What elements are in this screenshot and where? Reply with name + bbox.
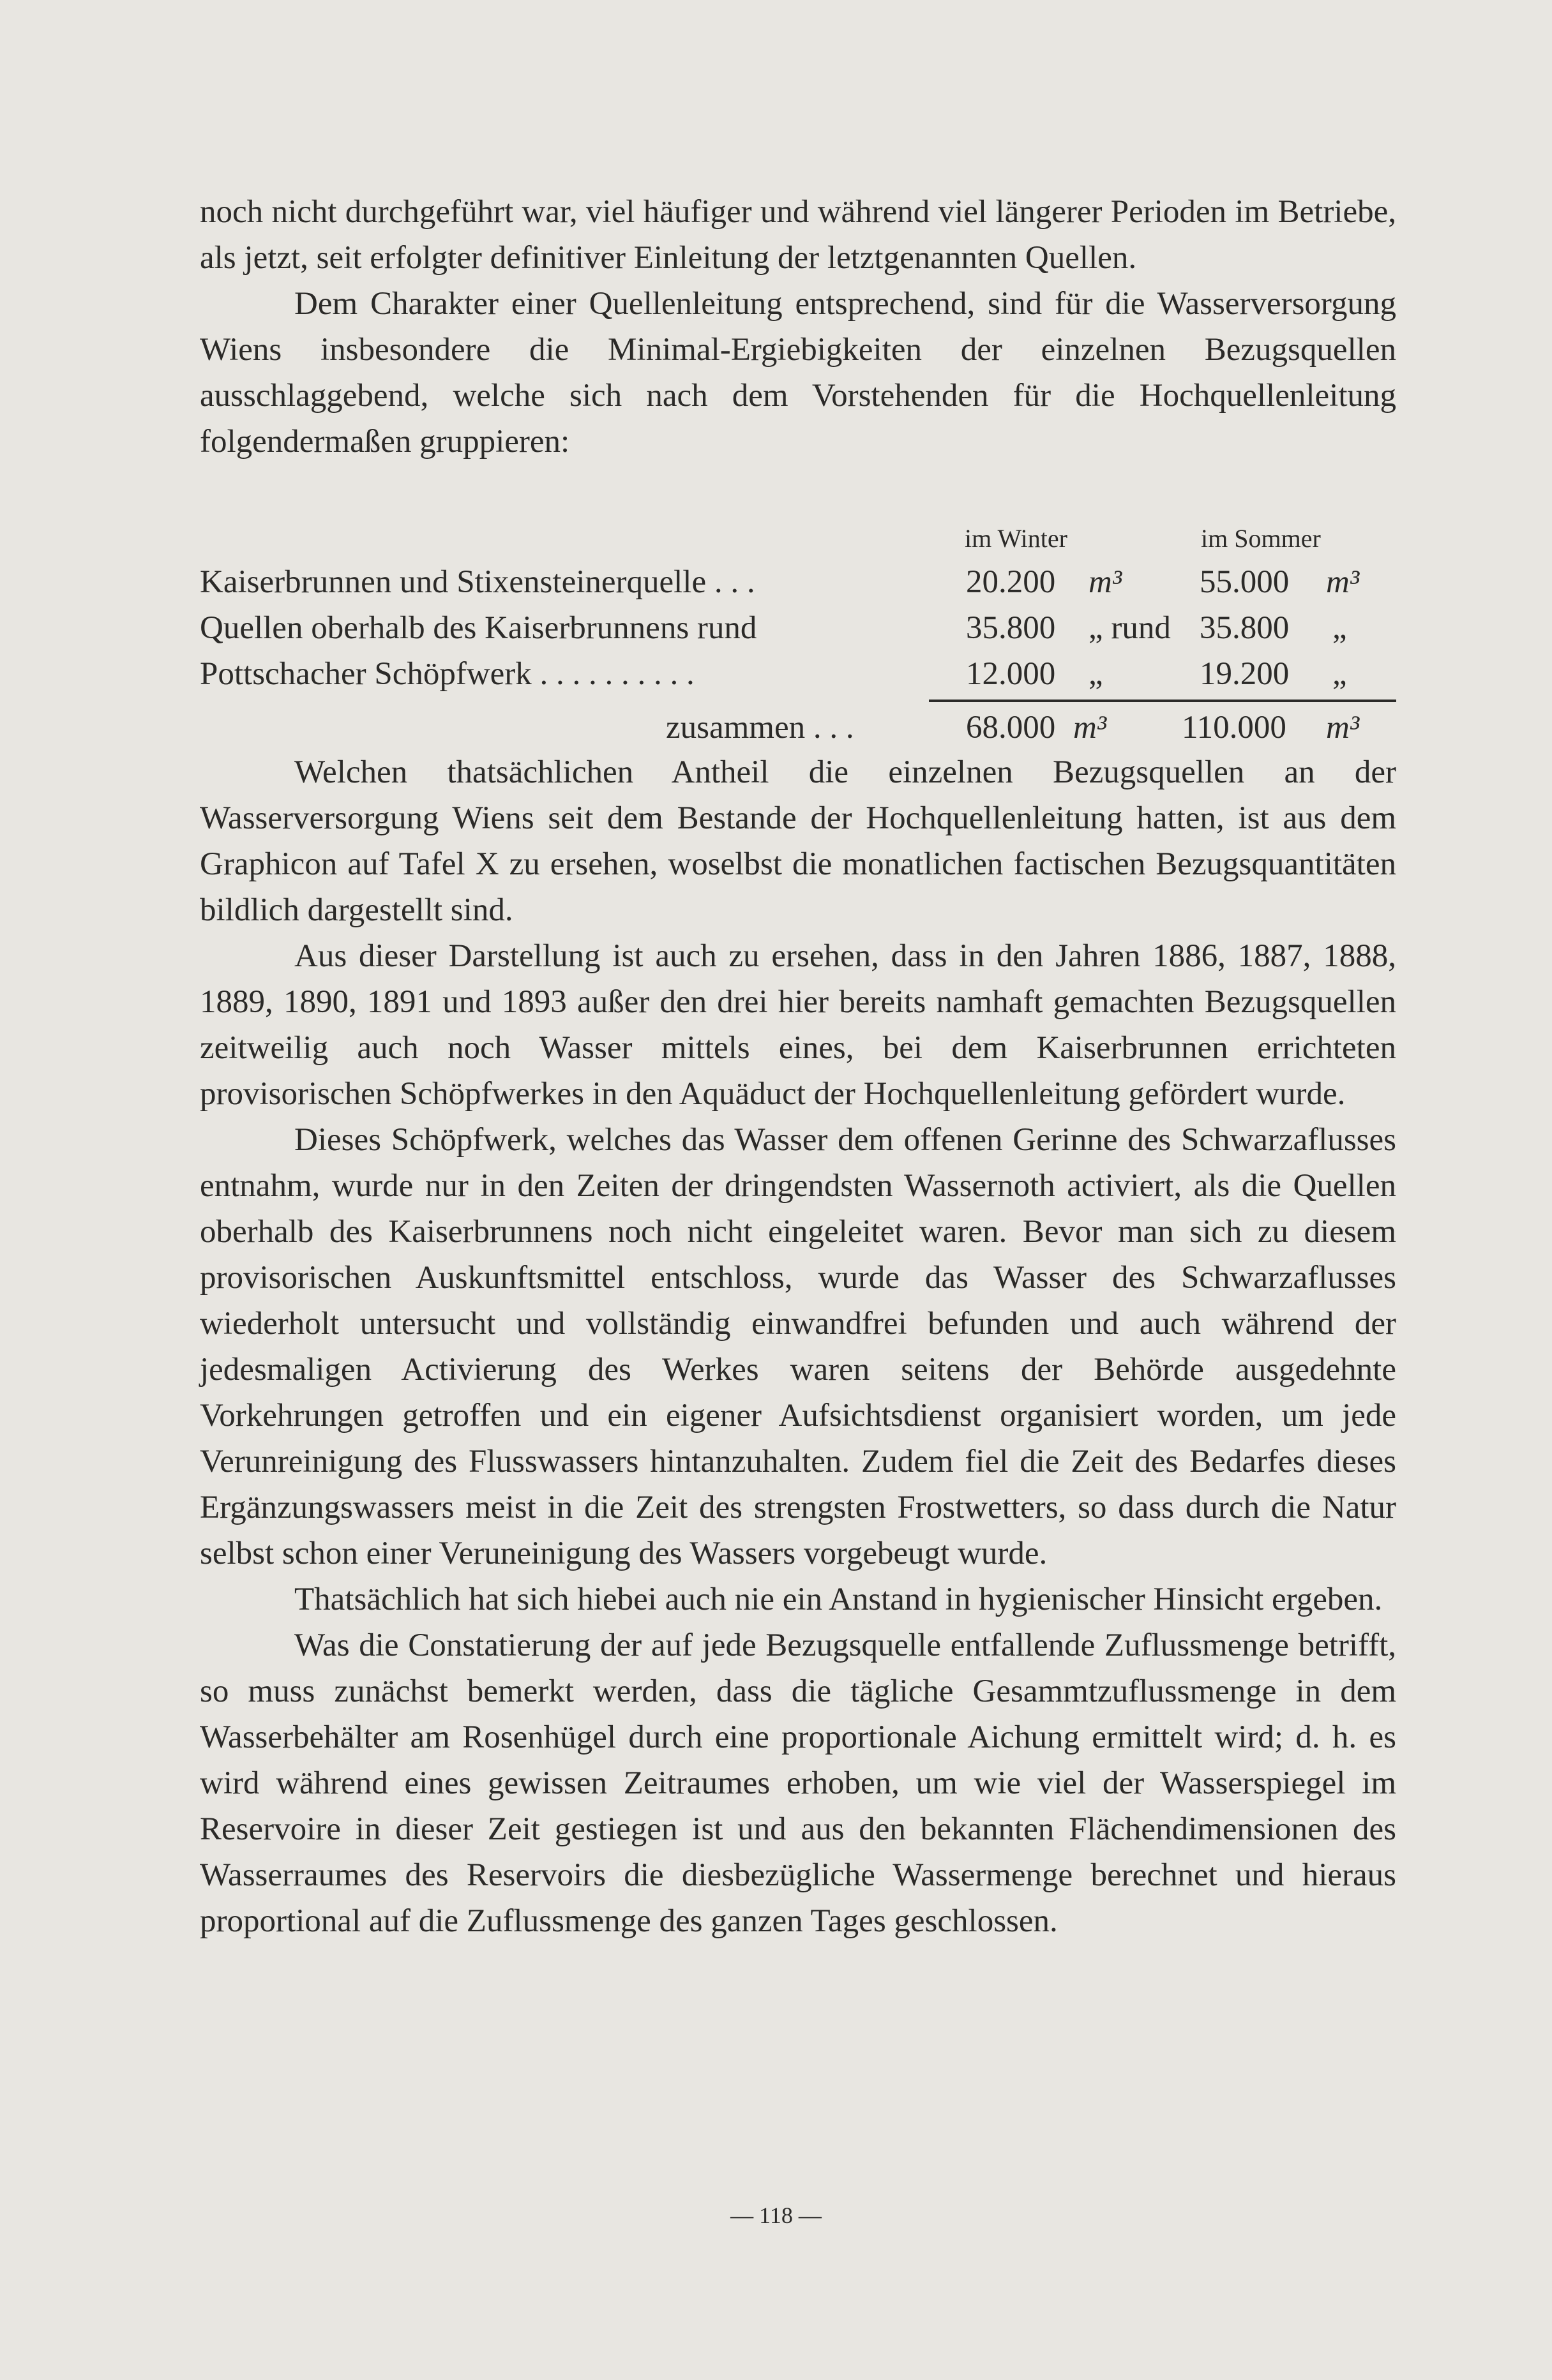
winter-value: 12.000 [966, 656, 1056, 692]
summer-value: 19.200 [1200, 656, 1290, 692]
text-block-bottom [200, 749, 1396, 1944]
table-row [200, 651, 1396, 697]
row-label: Pottschacher Schöpfwerk . . . . . . . . . . [200, 656, 695, 692]
winter-unit: m³ [1089, 564, 1122, 600]
summer-unit: m³ [1326, 564, 1360, 600]
row-label: Kaiserbrunnen und Stixensteinerquelle . . . [200, 564, 755, 600]
paragraph-continuation: noch nicht durchgeführt war, viel häufiger und während viel längerer Perioden im Betriebe, als jetzt, seit erfolgter definitiver Einleitung der letztgenannten Quellen. [200, 194, 1396, 276]
winter-unit: „ [1089, 656, 1103, 692]
total-summer-unit: m³ [1326, 710, 1360, 745]
table-total-row [200, 705, 1396, 751]
total-winter-unit: m³ [1073, 710, 1107, 745]
paragraph-darstellung: Aus dieser Darstellung ist auch zu ersehen, dass in den Jahren 1886, 1887, 1888, 1889, 1890, 1891 und 1893 außer den drei hier bereits namhaft gemachten Bezugsquellen zeitweilig auch noch Wasser mittels eines, bei dem Kaiserbrunnen errichteten provisorischen Schöpfwerkes in den Aquäduct der Hochquellenleitung gefördert wurde. [200, 938, 1396, 1112]
header-summer: im Sommer [1201, 524, 1321, 553]
winter-value: 20.200 [966, 564, 1056, 600]
summer-unit: „ [1332, 656, 1347, 692]
paragraph-hygiene: Thatsächlich hat sich hiebei auch nie ein Anstand in hygienischer Hinsicht ergeben. [294, 1582, 1383, 1617]
sum-rule [929, 700, 1396, 702]
winter-unit: „ rund [1089, 610, 1171, 646]
total-winter-value: 68.000 [966, 710, 1056, 745]
header-winter: im Winter [965, 524, 1067, 553]
winter-value: 35.800 [966, 610, 1056, 646]
row-label: Quellen oberhalb des Kaiserbrunnens rund [200, 610, 757, 646]
summer-value: 55.000 [1200, 564, 1290, 600]
table-row [200, 559, 1396, 605]
total-label: zusammen . . . [666, 710, 854, 745]
total-summer-value: 110.000 [1182, 710, 1286, 745]
summer-value: 35.800 [1200, 610, 1290, 646]
table-row [200, 605, 1396, 651]
summer-unit: „ [1332, 610, 1347, 646]
paragraph-quellenleitung: Dem Charakter einer Quellenleitung entsprechend, sind für die Wasserversorgung Wiens insbesondere die Minimal-Ergiebigkeiten der einzelnen Bezugsquellen ausschlaggebend, welche sich nach dem Vorstehenden für die Hochquellenleitung folgendermaßen gruppieren: [200, 286, 1396, 460]
paragraph-constatierung: Was die Constatierung der auf jede Bezugsquelle entfallende Zuflussmenge betrifft, so muss zunächst bemerkt werden, dass die tägliche Gesammtzuflussmenge in dem Wasserbehälter am Rosenhügel durch eine proportionale Aichung ermittelt wird; d. h. es wird während eines gewissen Zeitraumes erhoben, um wie viel der Wasserspiegel im Reservoire in dieser Zeit gestiegen ist und aus den bekannten Flächendimensionen des Wasserraumes des Reservoirs die diesbezügliche Wassermenge berechnet und hieraus proportional auf die Zuflussmenge des ganzen Tages geschlossen. [200, 1628, 1396, 1939]
text-block-top [200, 189, 1396, 465]
paragraph-schoepfwerk: Dieses Schöpfwerk, welches das Wasser dem offenen Gerinne des Schwarzaflusses entnahm, wurde nur in den Zeiten der dringendsten Wassernoth activiert, als die Quellen oberhalb des Kaiserbrunnens noch nicht eingeleitet waren. Bevor man sich zu diesem provisorischen Auskunftsmittel entschloss, wurde das Wasser des Schwarzaflusses wiederholt untersucht und vollständig einwandfrei befunden und auch während der jedesmaligen Activierung des Werkes waren seitens der Behörde ausgedehnte Vorkehrungen getroffen und ein eigener Aufsichtsdienst organisiert worden, um jede Verunreinigung des Flusswassers hintanzuhalten. Zudem fiel die Zeit des Bedarfes dieses Ergänzungswassers meist in die Zeit des strengsten Frostwetters, so dass durch die Natur selbst schon einer Veruneinigung des Wassers vorgebeugt wurde. [200, 1122, 1396, 1571]
page-number: — 118 — [730, 2203, 822, 2228]
paragraph-antheil: Welchen thatsächlichen Antheil die einzelnen Bezugsquellen an der Wasserversorgung Wiens seit dem Bestande der Hochquellenleitung hatten, ist aus dem Graphicon auf Tafel X zu ersehen, woselbst die monatlichen factischen Bezugsquantitäten bildlich dargestellt sind. [200, 754, 1396, 928]
